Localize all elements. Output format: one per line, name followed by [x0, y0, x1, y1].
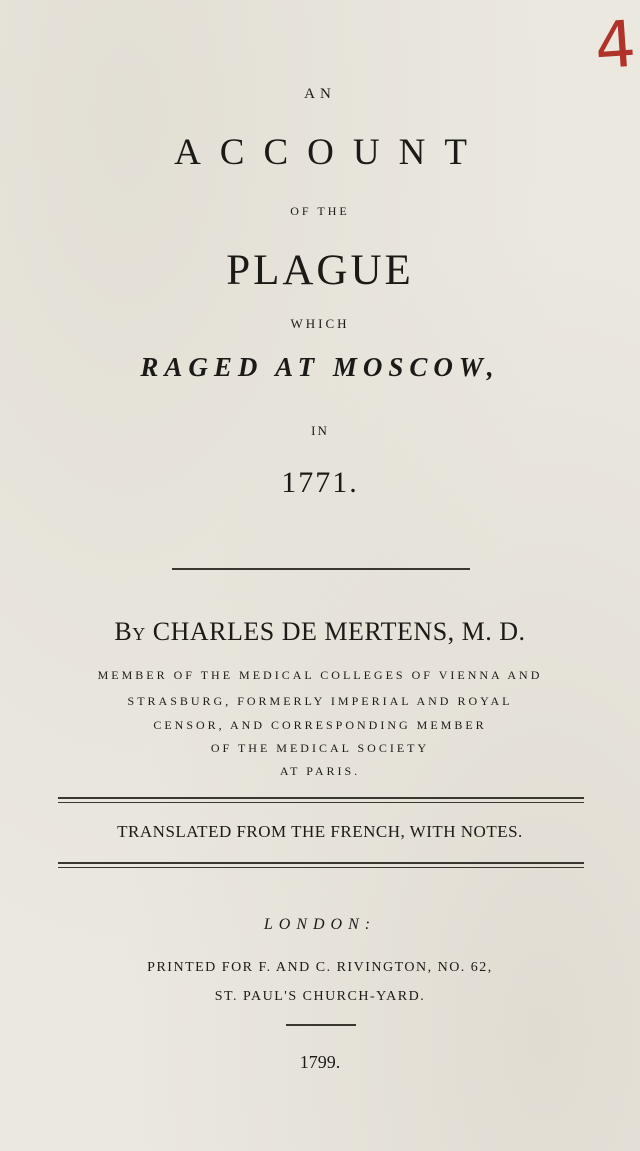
credential-line-3: CENSOR, AND CORRESPONDING MEMBER: [153, 718, 487, 732]
title-year: 1771.: [281, 466, 359, 499]
title-of-the: OF THE: [290, 204, 350, 218]
divider-rule-2b: [58, 802, 584, 803]
title-raged-at-moscow: RAGED AT MOSCOW,: [140, 352, 500, 382]
imprint-city: LONDON:: [263, 916, 377, 933]
credential-line-1: MEMBER OF THE MEDICAL COLLEGES OF VIENNA AND: [97, 668, 543, 682]
title-an: AN: [304, 86, 336, 102]
imprint-address: ST. PAUL'S CHURCH-YARD.: [214, 989, 426, 1004]
divider-rule-2a: [58, 797, 584, 799]
credential-line-5: AT PARIS.: [279, 764, 361, 778]
title-which: WHICH: [290, 316, 350, 331]
author-name: CHARLES DE MERTENS, M. D.: [152, 617, 526, 646]
handwritten-page-number: 4: [592, 7, 639, 85]
title-plague: PLAGUE: [226, 247, 414, 294]
author-by: By: [114, 617, 146, 646]
divider-rule-3a: [58, 862, 584, 864]
divider-rule-3b: [58, 867, 584, 868]
author-line: [0, 617, 640, 647]
title-in: IN: [311, 423, 329, 438]
imprint-year: 1799.: [299, 1052, 341, 1072]
divider-rule-4: [286, 1024, 356, 1026]
credential-line-4: OF THE MEDICAL SOCIETY: [210, 741, 430, 755]
divider-rule-1: [172, 568, 470, 570]
imprint-printer: PRINTED FOR F. AND C. RIVINGTON, NO. 62,: [147, 960, 493, 975]
title-account: ACCOUNT: [174, 132, 486, 173]
translation-note: TRANSLATED FROM THE FRENCH, WITH NOTES.: [117, 822, 523, 841]
credential-line-2: STRASBURG, FORMERLY IMPERIAL AND ROYAL: [127, 694, 513, 708]
